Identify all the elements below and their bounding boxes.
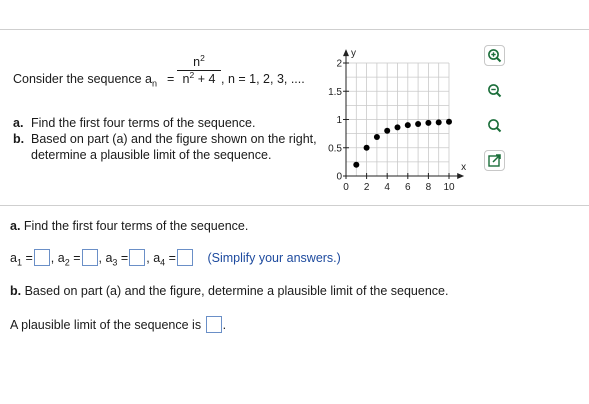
limit-answer-row — [10, 316, 226, 333]
zoom-out-button[interactable] — [484, 80, 505, 101]
part-b-prompt: Based on part (a) and the figure, determine a plausible limit of the sequence. — [24, 284, 449, 298]
zoom-in-button[interactable] — [484, 45, 505, 66]
x-tick-label: 0 — [343, 182, 349, 193]
terms-row: $a_1$ = , $a_2$ = , $a_3$ = , $a_4$ = (Simplify your answers.) — [10, 251, 341, 268]
task-a — [13, 115, 333, 131]
limit-answer-box[interactable] — [206, 316, 222, 333]
limit-period: . — [222, 318, 227, 332]
formula-numerator: $n^2$ — [193, 52, 205, 69]
y-axis-arrow — [343, 49, 349, 56]
a4-answer-box[interactable] — [177, 249, 193, 266]
task-list — [13, 115, 333, 163]
middle-divider — [0, 205, 589, 206]
part-b-label: b. — [10, 284, 22, 298]
task-a-text: Find the first four terms of the sequence. — [31, 116, 256, 130]
y-tick-label: 1.5 — [328, 86, 342, 98]
y-tick-label: 1 — [336, 115, 342, 126]
y-tick-label: 2 — [336, 58, 342, 70]
part-a-label: a. — [10, 219, 21, 233]
formula-denominator: $n^2 + 4$ — [182, 69, 216, 86]
a3-answer-box[interactable] — [129, 249, 145, 266]
term-1: $a_1$ = — [10, 251, 33, 268]
term-3: $a_3$ = — [105, 251, 129, 268]
x-tick-label: 10 — [443, 182, 455, 193]
data-point — [384, 128, 390, 134]
x-axis-label: x — [461, 162, 467, 173]
sequence-definition — [13, 52, 313, 97]
sequence-formula — [177, 52, 221, 86]
a1-answer-box[interactable] — [34, 249, 50, 266]
limit-prompt: A plausible limit of the sequence is — [10, 318, 202, 332]
data-point — [395, 124, 401, 130]
fraction-bar — [177, 70, 221, 71]
search-button[interactable] — [484, 115, 505, 136]
zoom-in-icon — [487, 48, 502, 63]
expand-button[interactable] — [484, 150, 505, 171]
term-4: $a_4$ = — [153, 251, 176, 268]
index-range: , n = 1, 2, 3, .... — [221, 72, 305, 86]
data-point — [353, 162, 359, 168]
y-tick-label: 0.5 — [328, 143, 342, 155]
simplify-hint: (Simplify your answers.) — [207, 251, 341, 265]
x-tick-label: 6 — [405, 182, 411, 193]
term-2: $a_2$ = — [57, 251, 81, 268]
data-point — [446, 119, 452, 125]
x-tick-label: 4 — [384, 182, 390, 193]
x-axis-arrow — [457, 173, 464, 179]
equals-sign: = — [167, 72, 175, 86]
sequence-plot — [316, 43, 486, 198]
x-tick-label: 2 — [363, 182, 370, 193]
part-b-heading — [10, 284, 448, 298]
zoom-out-icon — [487, 83, 502, 98]
y-tick-label: 0 — [336, 171, 342, 183]
task-b-label: b. — [13, 132, 25, 146]
data-point — [436, 119, 442, 125]
top-divider — [0, 29, 589, 30]
task-a-label: a. — [13, 116, 24, 130]
y-axis-label: y — [351, 48, 356, 60]
data-point — [405, 122, 411, 128]
search-icon — [487, 118, 502, 133]
part-a-prompt: Find the first four terms of the sequence. — [23, 219, 249, 233]
part-a-heading — [10, 219, 248, 233]
task-b — [13, 131, 333, 163]
data-point — [364, 145, 370, 151]
a2-answer-box[interactable] — [82, 249, 98, 266]
task-b-text: Based on part (a) and the figure shown on the right, determine a plausible limit of the sequence. — [31, 132, 317, 162]
data-point — [415, 121, 421, 127]
data-point — [425, 120, 431, 126]
expand-icon — [487, 153, 502, 168]
x-tick-label: 8 — [425, 182, 432, 193]
intro-text: Consider the sequence $a_n$ — [13, 72, 157, 89]
data-point — [374, 134, 380, 140]
